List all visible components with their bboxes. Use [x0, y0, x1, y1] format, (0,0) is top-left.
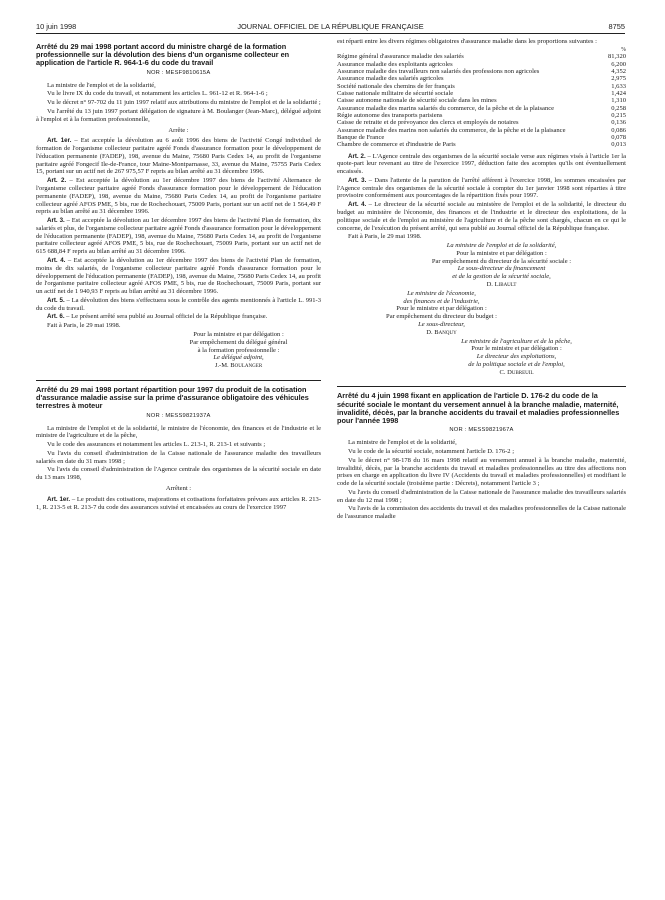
signature-line: et de la gestion de la sécurité sociale,	[452, 273, 551, 281]
decree3-para: La ministre de l'emploi et de la solidarité,	[348, 439, 457, 447]
article-label: Art. 4.	[348, 201, 367, 209]
repartition-table	[337, 47, 626, 149]
table-row	[337, 105, 626, 112]
signature-line: Le ministre de l'économie,	[407, 289, 476, 297]
article-text: – Le directeur de la sécurité sociale au ministère de l'emploi et de la solidarité, le directeur du budget au ministère de l'économie, des finances et de l'industrie et le directeur des exploitations, de la politique sociale et de l'emploi au ministère de l'agriculture et de la pêche sont chargés, chacun en ce qui le concerne, de l'exécution du présent arrêté, qui sera publié au Journal officiel de la République française.	[337, 201, 626, 232]
header-rule	[36, 33, 625, 34]
signature-line: Par empêchement du directeur du budget :	[386, 313, 497, 321]
signature-line: de la politique sociale et de l'emploi,	[468, 360, 565, 368]
decree3-nor: NOR : MESS9821967A	[449, 427, 514, 434]
article-text: – Est acceptée la dévolution au 1er décembre 1997 des biens de l'activité Plan de formation, moins de dix salariés, de l'organisme collecteur paritaire agréé Fonds d'assurance formation pour le développement de l'éducation permanente (FADEP), 198, avenue du Maine, 75680 Paris Cedex 14, au profit de l'organisme paritaire collecteur agréé AFOS PME, 5 bis, rue de Rochechouart, 75009 Paris, portant sur un actif net de 1 940,93 F repris au bilan arrêté au 31 décembre 1996.	[36, 257, 322, 296]
table-row	[337, 83, 626, 90]
decree2-signature-3	[407, 338, 626, 377]
decree3-para: Vu le code de la sécurité sociale, notamment l'article D. 176-2 ;	[348, 448, 515, 456]
decree2-para: La ministre de l'emploi et de la solidarité, le ministre de l'économie, des finances et de l'industrie et le ministre de l'agriculture et de la pêche,	[36, 424, 321, 440]
table-row	[337, 119, 626, 126]
decree1-fait: Fait à Paris, le 29 mai 1998.	[47, 322, 121, 330]
regime-label: Régime général d'assurance maladie des salariés	[337, 53, 464, 61]
article-text: – Est acceptée la dévolution au 1er décembre 1997 des biens de l'activité Plan de formation, dix salariés et plus, de l'organisme collecteur paritaire agréé Fonds d'assurance formation pour le développement de l'éducation permanente (FADEP), 198, avenue du Maine, 75680 Paris Cedex 14, au profit de l'organisme paritaire collecteur agréé AFOS PME, 5 bis, rue de Rochechouart, 75009 Paris, portant sur un actif net de 615 688,84 F repris au bilan arrêté au 31 décembre 1996.	[36, 217, 321, 256]
decree1-para: Vu le décret n° 97-702 du 11 juin 1997 relatif aux attributions du ministre de l'emploi et de la solidarité ;	[47, 99, 321, 107]
article-label: Art. 3.	[47, 217, 65, 225]
signature-line: des finances et de l'industrie,	[403, 297, 480, 305]
decree2-article-1-cont: est réparti entre les divers régimes obligatoires d'assurance maladie dans les proportions suivantes :	[337, 38, 597, 45]
signature-line: Par empêchement du directeur de la sécurité sociale :	[431, 257, 572, 265]
signature-name: C. Dubreuil	[499, 368, 534, 376]
regime-label: Assurance maladie des marins non salariés du commerce, de la pêche et de la plaisance	[337, 126, 566, 134]
signature-line: à la formation professionnelle :	[197, 346, 280, 354]
regime-percent: 0,078	[611, 133, 626, 141]
decree2-para: Vu l'avis du conseil d'administration de la Caisse nationale de l'assurance maladie des travailleurs salariés en date du 31 mars 1998 ;	[36, 449, 321, 465]
article-text: – L'Agence centrale des organismes de la sécurité sociale verse aux régimes visés à l'article 1er la quote-part leur revenant au titre de l'exercice 1997, déduction faite des acomptes qu'ils ont éventuellement encaissés.	[337, 152, 626, 176]
decree1-arrete: Arrête :	[168, 126, 189, 134]
decree2-para: Vu l'avis du conseil d'administration de l'Agence centrale des organismes de la sécurité sociale en date du 13 mars 1998,	[36, 466, 321, 482]
signature-line: Le ministre de l'agriculture et de la pêche,	[461, 337, 572, 345]
signature-line: Pour le ministre et par délégation :	[471, 345, 562, 353]
regime-label: Assurance maladie des exploitants agricoles	[337, 60, 453, 68]
decree2-arretent: Arrêtent :	[165, 485, 192, 492]
decree1-article-6	[36, 313, 321, 321]
regime-percent: 1,424	[611, 89, 626, 97]
decree3-para: Vu l'avis du conseil d'administration de la Caisse nationale de l'assurance maladie des travailleurs salariés en date du 12 mai 1998 ;	[337, 488, 626, 504]
table-row	[337, 61, 626, 68]
left-column	[36, 38, 321, 512]
table-row	[337, 112, 626, 119]
decree1-signature	[156, 331, 321, 370]
regime-label: Chambre de commerce et d'industrie de Paris	[337, 141, 456, 149]
table-row	[337, 127, 626, 134]
regime-percent: 81,320	[607, 53, 626, 61]
article-label: Art. 5.	[47, 296, 65, 304]
decree3-para: Vu l'avis de la commission des accidents du travail et des maladies professionnelles de la Caisse nationale de l'assurance maladie	[337, 505, 626, 521]
decree2-signature-1	[377, 242, 626, 289]
table-row	[337, 68, 626, 75]
signature-name: D. Libault	[486, 281, 517, 289]
regime-percent: 0,013	[611, 141, 626, 149]
signature-name: J.-M. Boulanger	[214, 362, 263, 370]
header-date: 10 juin 1998	[36, 22, 77, 31]
signature-line: Le délégué adjoint,	[213, 354, 264, 362]
decree1-article-4	[36, 257, 321, 296]
decree3-title: Arrêté du 4 juin 1998 fixant en application de l'article D. 176-2 du code de la sécurité sociale le montant du versement annuel à la branche maladie, maternité, invalidité, décès, par la branche accidents du travail et maladies professionnelles pour l'année 1998	[337, 391, 620, 426]
decree1-article-5	[36, 297, 321, 313]
table-row	[337, 53, 626, 60]
decree1-article-2	[36, 177, 321, 216]
regime-label: Assurance maladie des travailleurs non salariés des professions non agricoles	[337, 67, 540, 75]
signature-name: D. Banquy	[426, 328, 457, 336]
regime-percent: 2,975	[611, 75, 626, 83]
decree1-para: Vu l'arrêté du 13 juin 1997 portant délégation de signature à M. Boulanger (Jean-Marc), délégué adjoint à l'emploi et à la formation professionnelle,	[36, 107, 321, 123]
percent-header: %	[621, 46, 626, 53]
signature-line: Pour la ministre et par délégation :	[456, 249, 547, 257]
regime-percent: 0,136	[611, 119, 626, 127]
section-divider	[337, 386, 626, 387]
signature-line: La ministre de l'emploi et de la solidarité,	[446, 242, 557, 250]
decree1-article-3	[36, 217, 321, 256]
decree1-title: Arrêté du 29 mai 1998 portant accord du ministre chargé de la formation professionnelle sur la dévolution des biens d'un organisme collecteur en application de l'article R. 964-1-6 du code du travail	[36, 42, 290, 68]
article-label: Art. 3.	[348, 176, 367, 184]
signature-line: Le directeur des exploitations,	[476, 353, 557, 361]
regime-percent: 0,086	[611, 126, 626, 134]
decree2-nor: NOR : MESS9821937A	[146, 412, 211, 419]
article-label: Art. 4.	[47, 257, 66, 264]
article-label: Art. 1er.	[47, 137, 72, 145]
decree2-article-4	[337, 201, 626, 232]
regime-label: Banque de France	[337, 133, 385, 141]
article-text: – La dévolution des biens s'effectuera sous le contrôle des agents mentionnés à l'article L. 991-3 du code du travail.	[36, 296, 321, 312]
right-column	[337, 38, 626, 522]
regime-label: Caisse de retraite et de prévoyance des clercs et employés de notaires	[337, 119, 519, 127]
article-text: – Le présent arrêté sera publié au Journal officiel de la République française.	[64, 313, 268, 321]
regime-label: Caisse nationale militaire de sécurité sociale	[337, 89, 454, 97]
section-divider	[36, 380, 321, 381]
decree2-para: Vu le code des assurances et notamment les articles L. 213-1, R. 213-1 et suivants ;	[47, 441, 266, 449]
decree2-article-1	[36, 496, 321, 512]
decree1-nor: NOR : MESF9810615A	[146, 69, 211, 76]
decree2-title: Arrêté du 29 mai 1998 portant répartition pour 1997 du produit de la cotisation d'assurance maladie assise sur la prime d'assurance obligatoire des véhicules terrestres à moteur	[36, 384, 309, 411]
regime-percent: 6,200	[611, 60, 626, 68]
signature-line: Par empêchement du délégué général	[189, 338, 288, 346]
article-label: Art. 2.	[47, 177, 67, 185]
article-label: Art. 6.	[47, 313, 65, 321]
article-text: – Dans l'attente de la parution de l'arrêté afférent à l'exercice 1998, les sommes encaissées par l'Agence centrale des organismes de la sécurité sociale à compter du 1er janvier 1998 sont réparties à titre provisoire conformément aux pourcentages de la répartition fixés pour 1997.	[337, 176, 626, 200]
article-label: Art. 2.	[348, 152, 366, 160]
header-journal: JOURNAL OFFICIEL DE LA RÉPUBLIQUE FRANÇAISE	[237, 22, 424, 31]
regime-percent: 0,258	[611, 104, 626, 112]
header-page-number: 8755	[608, 22, 625, 31]
decree2-article-3	[337, 177, 626, 200]
regime-percent: 1,633	[611, 82, 626, 90]
table-row	[337, 134, 626, 141]
regime-label: Assurance maladie des marins salariés du commerce, de la pêche et de la plaisance	[337, 104, 555, 112]
regime-percent: 0,215	[611, 111, 626, 119]
signature-line: Le sous-directeur,	[418, 320, 465, 328]
table-row	[337, 75, 626, 82]
regime-label: Régie autonome des transports parisiens	[337, 111, 443, 119]
decree1-para: Vu le livre IX du code du travail, et notamment les articles L. 961-12 et R. 964-1-6 ;	[47, 90, 268, 98]
signature-line: Le sous-directeur du financement	[457, 265, 546, 273]
regime-label: Société nationale des chemins de fer français	[337, 82, 455, 90]
table-row	[337, 97, 626, 104]
article-label: Art. 1er.	[47, 495, 71, 503]
signature-line: Pour le ministre et par délégation :	[396, 305, 487, 313]
regime-percent: 1,310	[611, 97, 626, 105]
table-row	[337, 90, 626, 97]
regime-label: Assurance maladie des salariés agricoles	[337, 75, 444, 83]
decree3-para: Vu le décret n° 98-178 du 16 mars 1998 relatif au versement annuel à la branche maladie, maternité, invalidité, décès, par la branche accidents du travail et maladies professionnelles au titre des affections non prises en charge en application du livre IV (Accidents du travail et maladies professionnelles) et modifiant le code de la sécurité sociale (troisième partie : Décrets), notamment l'article 3 ;	[337, 456, 626, 488]
decree1-article-1	[36, 137, 321, 176]
article-text: – Est acceptée la dévolution au 1er décembre 1997 des biens de l'activité Alternance de l'organisme collecteur paritaire agréé Fonds d'assurance formation pour le développement de l'éducation permanente (FADEP), 198, avenue du Maine, 75680 Paris Cedex 14, au profit de l'organisme paritaire collecteur agréé AFOS PME, 5 bis, rue de Rochechouart, 75009 Paris, portant sur un actif net de 1 564,49 F repris au bilan arrêté au 31 décembre 1996.	[36, 177, 321, 216]
regime-label: Caisse autonome nationale de sécurité sociale dans les mines	[337, 97, 497, 105]
signature-line: Pour la ministre et par délégation :	[193, 331, 284, 339]
decree1-para: La ministre de l'emploi et de la solidarité,	[47, 81, 156, 89]
article-text: – Le produit des cotisations, majorations et cotisations forfaitaires prévues aux articles R. 213-1, R. 213-5 et R. 213-7 du code des assurances suivisé et encaissées au cours de l'exercice 1997	[36, 495, 321, 511]
table-row	[337, 141, 626, 148]
decree2-article-2	[337, 153, 626, 176]
decree2-signature-2	[337, 290, 546, 337]
article-text: – Est acceptée la dévolution au 6 août 1996 des biens de l'activité Congé individuel de formation de l'organisme collecteur paritaire agréé Fonds d'assurance formation pour le développement de l'éducation permanente (FADEP), 198, avenue du Maine, 75680 Paris Cedex 14, au profit de l'organisme paritaire agréé Fongecif Ile-de-France, tour Maine-Montparnasse, 33, avenue du Maine, 75755 Paris Cedex 15, portant sur un actif net de 267 975,57 F repris au bilan arrêté au 31 décembre 1996.	[36, 137, 322, 176]
decree2-fait: Fait à Paris, le 29 mai 1998.	[348, 233, 422, 241]
regime-percent: 4,352	[611, 67, 626, 75]
